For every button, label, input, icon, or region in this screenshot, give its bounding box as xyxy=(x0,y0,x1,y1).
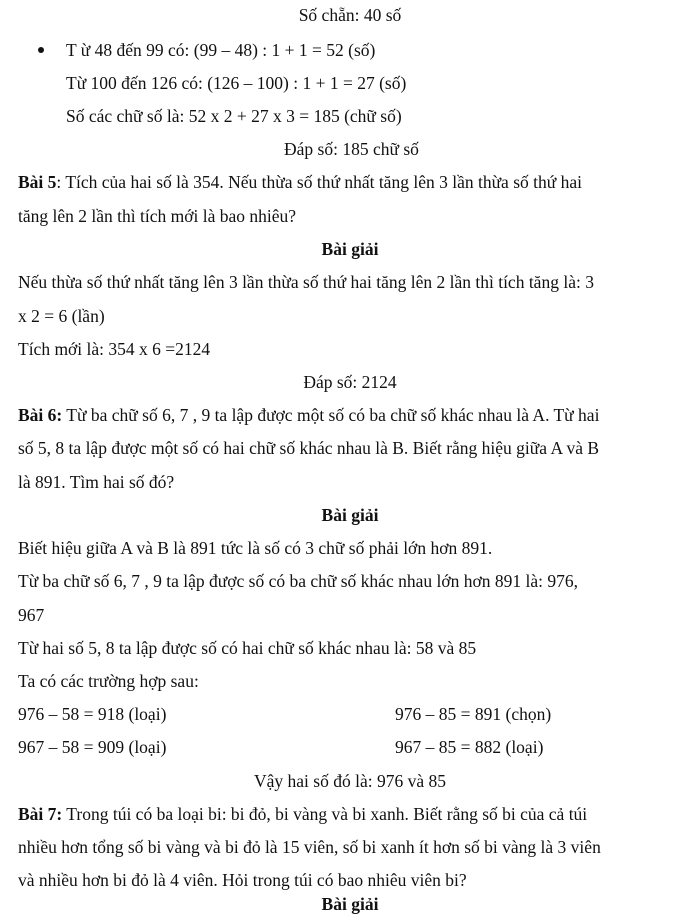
bai7-question-line-1 xyxy=(18,803,587,825)
bullet-dot-icon xyxy=(38,47,44,53)
bai5-answer: Đáp số: 2124 xyxy=(303,372,397,392)
bai6-question-line-2: số 5, 8 ta lập được một số có hai chữ số khác nhau là B. Biết rằng hiệu giữa A và B xyxy=(18,438,600,458)
bai7-question-line-2: nhiều hơn tổng số bi vàng và bi đỏ là 15 viên, số bi xanh ít hơn số bi vàng là 3 viên xyxy=(18,837,601,857)
bai7-question-text: Trong túi có ba loại bi: bi đỏ, bi vàng và bi xanh. Biết rằng số bi của cả túi xyxy=(62,804,588,824)
bai6-solution-line-5: Ta có các trường hợp sau: xyxy=(18,671,199,691)
bai5-label: Bài 5 xyxy=(18,172,57,192)
even-count-line: Số chẵn: 40 số xyxy=(298,5,402,25)
bai7-solution-heading: Bài giải xyxy=(321,894,379,914)
bai5-question-text: : Tích của hai số là 354. Nếu thừa số thứ nhất tăng lên 3 lần thừa số thứ hai xyxy=(56,172,582,192)
bai6-solution-line-1: Biết hiệu giữa A và B là 891 tức là số có 3 chữ số phải lớn hơn 891. xyxy=(18,538,493,558)
bai6-solution-line-3: 967 xyxy=(18,605,45,625)
bai6-case-1: 976 – 58 = 918 (loại) xyxy=(18,704,167,724)
bai6-case-3: 967 – 58 = 909 (loại) xyxy=(18,737,167,757)
bai6-solution-line-2: Từ ba chữ số 6, 7 , 9 ta lập được số có ba chữ số khác nhau lớn hơn 891 là: 976, xyxy=(18,571,578,591)
bai6-answer: Vậy hai số đó là: 976 và 85 xyxy=(254,771,446,791)
bai5-solution-line-2: x 2 = 6 (lần) xyxy=(18,306,105,326)
bai6-question-line-3: là 891. Tìm hai số đó? xyxy=(18,472,175,492)
bai7-question-line-3: và nhiều hơn bi đỏ là 4 viên. Hỏi trong túi có bao nhiêu viên bi? xyxy=(18,870,467,890)
digit-count-line: Số các chữ số là: 52 x 2 + 27 x 3 = 185 (chữ số) xyxy=(66,106,402,126)
bai6-question-line-1 xyxy=(18,404,599,426)
bai5-question-line-1 xyxy=(18,171,582,193)
range-line-2: Từ 100 đến 126 có: (126 – 100) : 1 + 1 = 27 (số) xyxy=(66,73,407,93)
bai6-solution-heading: Bài giải xyxy=(321,505,379,525)
bai5-solution-line-1: Nếu thừa số thứ nhất tăng lên 3 lần thừa số thứ hai tăng lên 2 lần thì tích tăng là: 3 xyxy=(18,272,594,292)
bai5-solution-heading: Bài giải xyxy=(321,239,379,259)
bai6-solution-line-4: Từ hai số 5, 8 ta lập được số có hai chữ số khác nhau là: 58 và 85 xyxy=(18,638,477,658)
bai6-question-text: Từ ba chữ số 6, 7 , 9 ta lập được một số có ba chữ số khác nhau là A. Từ hai xyxy=(62,405,600,425)
bai6-case-4: 967 – 85 = 882 (loại) xyxy=(395,737,544,757)
bai5-solution-line-3: Tích mới là: 354 x 6 =2124 xyxy=(18,339,211,359)
bai5-question-line-2: tăng lên 2 lần thì tích mới là bao nhiêu? xyxy=(18,206,297,226)
intro-answer: Đáp số: 185 chữ số xyxy=(284,139,419,159)
bai7-label: Bài 7: xyxy=(18,804,63,824)
bai6-label: Bài 6: xyxy=(18,405,63,425)
bai6-case-2: 976 – 85 = 891 (chọn) xyxy=(395,704,552,724)
range-line-1: T ừ 48 đến 99 có: (99 – 48) : 1 + 1 = 52 (số) xyxy=(66,40,376,60)
